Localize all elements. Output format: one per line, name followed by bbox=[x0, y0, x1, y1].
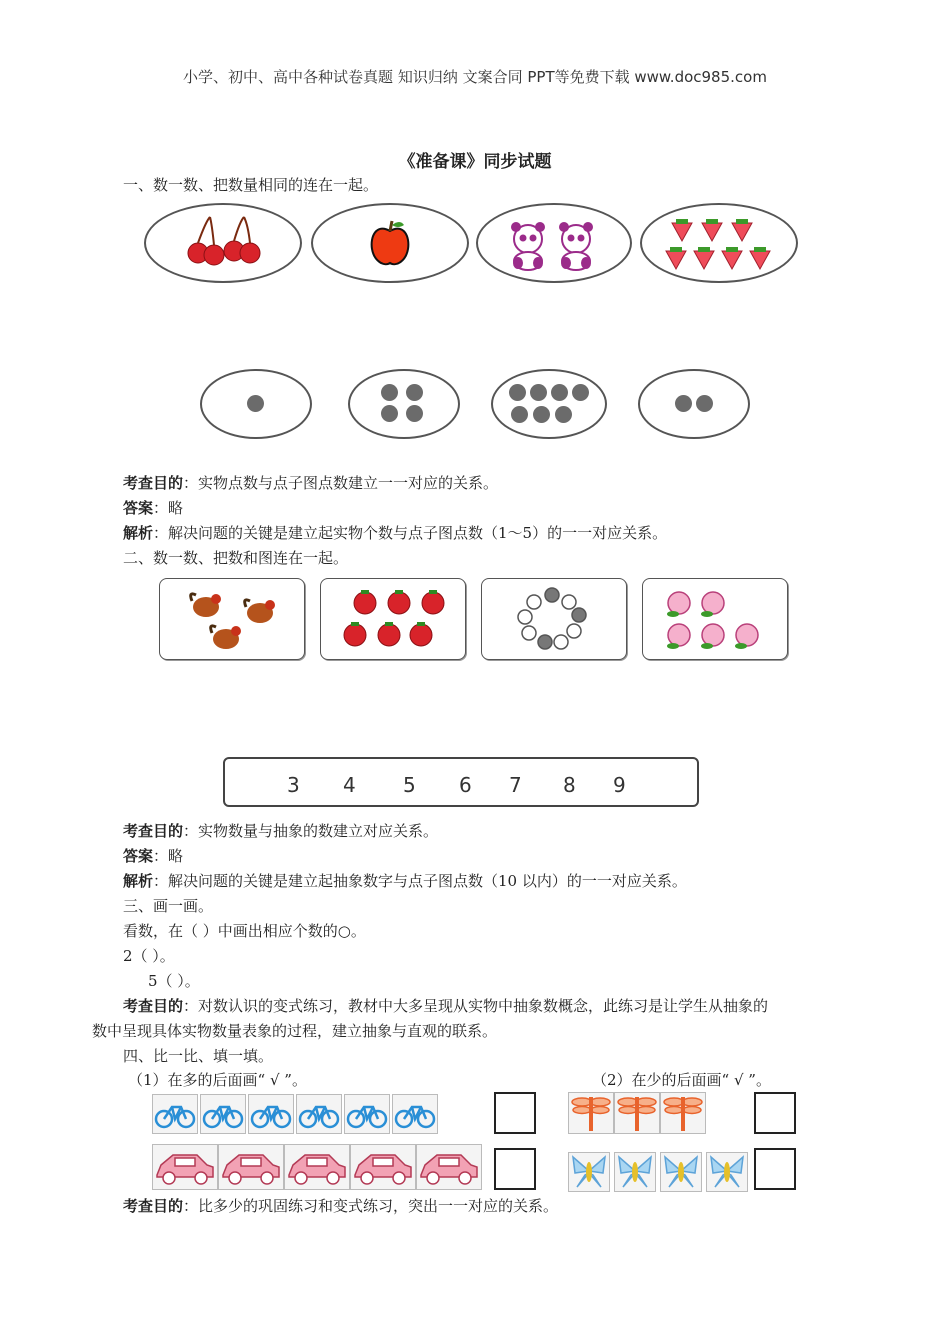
q3-row-2: 2（ ）。 bbox=[123, 947, 175, 965]
butterfly-row bbox=[568, 1152, 748, 1192]
dot bbox=[509, 384, 526, 401]
q2-analysis bbox=[123, 870, 687, 891]
dot bbox=[381, 384, 398, 401]
analysis-text: ：解决问题的关键是建立起抽象数字与点子图点数（10 以内）的一一对应关系。 bbox=[153, 872, 687, 890]
q3-aim-cont: 数中呈现具体实物数量表象的过程，建立抽象与直观的联系。 bbox=[92, 1022, 498, 1040]
peach-icon bbox=[663, 587, 769, 653]
q2-answer bbox=[123, 845, 183, 866]
aim-label: 考查目的 bbox=[123, 822, 184, 840]
car-icon bbox=[152, 1144, 218, 1190]
analysis-label: 解析 bbox=[123, 524, 154, 542]
dot bbox=[381, 405, 398, 422]
q2-heading: 二、数一数、把数和图连在一起。 bbox=[123, 549, 349, 567]
aim-label: 考查目的 bbox=[123, 1197, 184, 1215]
q2-aim bbox=[123, 820, 438, 841]
analysis-text: ：解决问题的关键是建立起实物个数与点子图点数（1～5）的一一对应关系。 bbox=[153, 524, 668, 542]
dot bbox=[572, 384, 589, 401]
butterfly-icon bbox=[614, 1152, 656, 1192]
butterfly-icon bbox=[660, 1152, 702, 1192]
dot bbox=[406, 384, 423, 401]
dot-oval-4 bbox=[348, 369, 460, 439]
dot bbox=[551, 384, 568, 401]
car-icon bbox=[284, 1144, 350, 1190]
tomato-icon bbox=[337, 585, 451, 653]
answer-box-cars[interactable] bbox=[494, 1148, 536, 1190]
aim-label: 考查目的 bbox=[123, 474, 184, 492]
oval-apple bbox=[311, 203, 469, 283]
car-icon bbox=[218, 1144, 284, 1190]
bicycle-icon bbox=[152, 1094, 198, 1134]
box-bead-ring bbox=[481, 578, 627, 660]
bicycle-icon bbox=[296, 1094, 342, 1134]
q3-aim bbox=[123, 995, 768, 1016]
dot bbox=[675, 395, 692, 412]
aim-text: ：对数认识的变式练习，教材中大多呈现从实物中抽象数概念，此练习是让学生从抽象的 bbox=[183, 997, 769, 1015]
dragonfly-icon bbox=[660, 1092, 706, 1134]
dot-oval-7 bbox=[491, 369, 607, 439]
bicycle-icon bbox=[200, 1094, 246, 1134]
dot bbox=[696, 395, 713, 412]
car-icon bbox=[350, 1144, 416, 1190]
bicycle-icon bbox=[392, 1094, 438, 1134]
number: 9 bbox=[613, 773, 626, 797]
answer-label: 答案 bbox=[123, 499, 154, 517]
number: 5 bbox=[403, 773, 416, 797]
aim-text: ：实物数量与抽象的数建立对应关系。 bbox=[183, 822, 439, 840]
q4-aim bbox=[123, 1195, 558, 1216]
answer-box-dragonflies[interactable] bbox=[754, 1092, 796, 1134]
dot bbox=[511, 406, 528, 423]
answer-text: ：略 bbox=[153, 499, 184, 517]
dragonfly-icon bbox=[614, 1092, 660, 1134]
dragonfly-row bbox=[568, 1092, 708, 1134]
q3-instruction: 看数，在（ ）中画出相应个数的○。 bbox=[123, 922, 366, 940]
box-tomatoes bbox=[320, 578, 466, 660]
answer-box-butterflies[interactable] bbox=[754, 1148, 796, 1190]
q1-heading: 一、数一数、把数量相同的连在一起。 bbox=[123, 176, 379, 194]
oval-strawberries bbox=[640, 203, 798, 283]
butterfly-icon bbox=[568, 1152, 610, 1192]
q1-aim bbox=[123, 472, 498, 493]
q3-row-5: 5（ ）。 bbox=[148, 972, 200, 990]
oval-cherries bbox=[144, 203, 302, 283]
dragonfly-icon bbox=[568, 1092, 614, 1134]
dot-oval-1 bbox=[200, 369, 312, 439]
rooster-icon bbox=[186, 587, 282, 653]
bicycle-icon bbox=[248, 1094, 294, 1134]
aim-text: ：比多少的巩固练习和变式练习，突出一一对应的关系。 bbox=[183, 1197, 559, 1215]
dot bbox=[406, 405, 423, 422]
number: 6 bbox=[459, 773, 472, 797]
oval-pandas bbox=[476, 203, 632, 283]
number-box bbox=[223, 757, 699, 807]
number: 3 bbox=[287, 773, 300, 797]
aim-label: 考查目的 bbox=[123, 997, 184, 1015]
box-peaches bbox=[642, 578, 788, 660]
aim-text: ：实物点数与点子图点数建立一一对应的关系。 bbox=[183, 474, 499, 492]
q4-heading: 四、比一比、填一填。 bbox=[123, 1047, 274, 1065]
answer-box-bicycles[interactable] bbox=[494, 1092, 536, 1134]
strawberry-icon bbox=[664, 213, 776, 273]
car-icon bbox=[416, 1144, 482, 1190]
site-header: 小学、初中、高中各种试卷真题 知识归纳 文案合同 PPT等免费下载 www.doc985.com bbox=[183, 68, 767, 86]
dot bbox=[247, 395, 264, 412]
cherry-icon bbox=[184, 213, 264, 273]
analysis-label: 解析 bbox=[123, 872, 154, 890]
car-row bbox=[152, 1144, 482, 1190]
q4-part2: （2）在少的后面画“ √ ”。 bbox=[592, 1071, 771, 1089]
panda-icon bbox=[504, 215, 604, 271]
dot bbox=[530, 384, 547, 401]
bead-ring-icon bbox=[514, 585, 594, 653]
number: 4 bbox=[343, 773, 356, 797]
q4-part1: （1）在多的后面画“ √ ”。 bbox=[128, 1071, 307, 1089]
apple-icon bbox=[368, 217, 412, 269]
answer-label: 答案 bbox=[123, 847, 154, 865]
q1-answer bbox=[123, 497, 183, 518]
page-title: 《准备课》同步试题 bbox=[398, 152, 552, 172]
answer-text: ：略 bbox=[153, 847, 184, 865]
dot bbox=[555, 406, 572, 423]
q1-analysis bbox=[123, 522, 667, 543]
number: 8 bbox=[563, 773, 576, 797]
bicycle-icon bbox=[344, 1094, 390, 1134]
dot-oval-2 bbox=[638, 369, 750, 439]
box-roosters bbox=[159, 578, 305, 660]
bicycle-row bbox=[152, 1094, 442, 1134]
q3-heading: 三、画一画。 bbox=[123, 897, 214, 915]
dot bbox=[533, 406, 550, 423]
number: 7 bbox=[509, 773, 522, 797]
butterfly-icon bbox=[706, 1152, 748, 1192]
